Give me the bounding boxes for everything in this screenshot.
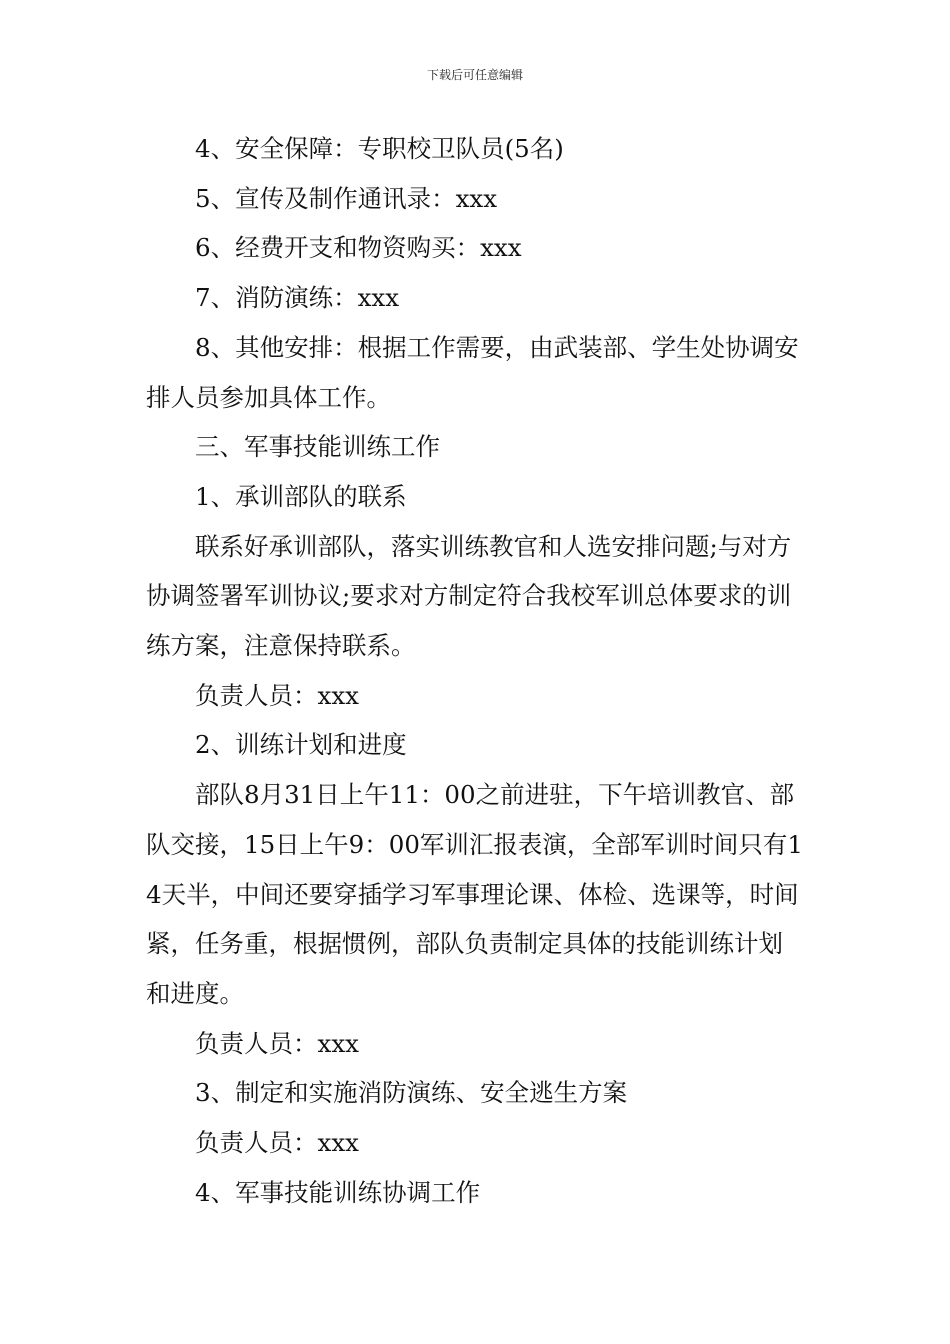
subheading-fire-escape-plan: 3、制定和实施消防演练、安全逃生方案 [195, 1078, 628, 1108]
subheading-unit-contact: 1、承训部队的联系 [195, 481, 407, 511]
paragraph-unit-contact: 联系好承训部队，落实训练教官和人选安排问题;与对方协调签署军训协议;要求对方制定符合我校军训总体要求的训练方案，注意保持联系。 [146, 531, 792, 661]
header-note: 下载后可任意编辑 [426, 68, 523, 82]
paragraph-safety-guard: 4、安全保障：专职校卫队员(5名) [195, 134, 564, 163]
subheading-coordination: 4、军事技能训练协调工作 [195, 1177, 481, 1207]
paragraph-fire-drill: 7、消防演练：xxx [195, 283, 400, 313]
subheading-training-plan: 2、训练计划和进度 [195, 730, 407, 760]
paragraph-publicity: 5、宣传及制作通讯录：xxx [195, 183, 498, 213]
paragraph-training-plan: 部队8月31日上午11：00之前进驻，下午培训教官、部队交接，15日上午9：00军训汇报表演，全部军训时间只有14天半，中间还要穿插学习军事理论课、体检、选课等，时间紧，任务重，根据惯例，部队负责制定具体的技能训练计划和进度。 [146, 780, 804, 1008]
document-body [146, 124, 806, 1217]
paragraph-responsible-3: 负责人员：xxx [195, 1128, 359, 1158]
paragraph-responsible-1: 负责人员：xxx [195, 680, 359, 710]
paragraph-funding: 6、经费开支和物资购买：xxx [195, 233, 522, 263]
paragraph-other-arrangements: 8、其他安排：根据工作需要，由武装部、学生处协调安排人员参加具体工作。 [146, 332, 799, 412]
section-heading-military-skills: 三、军事技能训练工作 [195, 432, 440, 462]
paragraph-responsible-2: 负责人员：xxx [195, 1028, 359, 1058]
